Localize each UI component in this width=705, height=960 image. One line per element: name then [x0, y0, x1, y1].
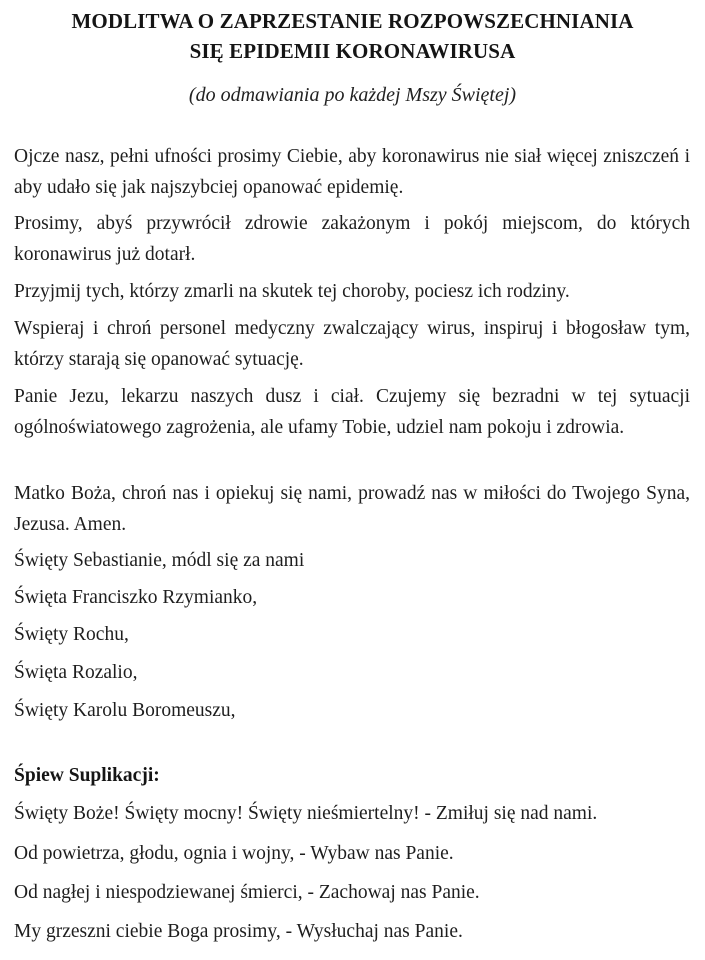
supplication-1: Święty Boże! Święty mocny! Święty nieśmiertelny! - Zmiłuj się nad nami.: [14, 803, 598, 824]
invocation-5: Święty Karolu Boromeuszu,: [14, 700, 236, 721]
supplication-heading: Śpiew Suplikacji:: [14, 765, 160, 786]
invocation-4: Święta Rozalio,: [14, 662, 138, 683]
paragraph-4: Wspieraj i chroń personel medyczny zwalczający wirus, inspiruj i błogosław tym, którzy starają się opanować sytuację.: [14, 318, 690, 370]
subtitle: (do odmawiania po każdej Mszy Świętej): [188, 84, 517, 106]
invocation-2: Święta Franciszko Rzymianko,: [14, 587, 258, 608]
invocation-3: Święty Rochu,: [14, 624, 129, 645]
supplication-2: Od powietrza, głodu, ognia i wojny, - Wybaw nas Panie.: [14, 843, 454, 864]
paragraph-2: Prosimy, abyś przywrócił zdrowie zakażonym i pokój miejscom, do których koronawirus już dotarł.: [14, 213, 690, 265]
invocation-1: Święty Sebastianie, módl się za nami: [14, 550, 305, 571]
paragraph-5: Panie Jezu, lekarzu naszych dusz i ciał. Czujemy się bezradni w tej sytuacji ogólnoświatowego zagrożenia, ale ufamy Tobie, udziel nam pokoju i zdrowia.: [14, 386, 690, 438]
paragraph-3: Przyjmij tych, którzy zmarli na skutek tej choroby, pociesz ich rodziny.: [14, 281, 570, 302]
title-line-1: MODLITWA O ZAPRZESTANIE ROZPOWSZECHNIANIA: [71, 9, 634, 33]
title-line-2: SIĘ EPIDEMII KORONAWIRUSA: [189, 39, 516, 63]
paragraph-6: Matko Boża, chroń nas i opiekuj się nami, prowadź nas w miłości do Twojego Syna, Jezusa. Amen.: [14, 483, 690, 535]
supplication-3: Od nagłej i niespodziewanej śmierci, - Zachowaj nas Panie.: [14, 882, 480, 903]
paragraph-1: Ojcze nasz, pełni ufności prosimy Ciebie, aby koronawirus nie siał więcej zniszczeń i aby udało się jak najszybciej opanować epidemię.: [14, 146, 690, 198]
supplication-4: My grzeszni ciebie Boga prosimy, - Wysłuchaj nas Panie.: [14, 921, 463, 942]
